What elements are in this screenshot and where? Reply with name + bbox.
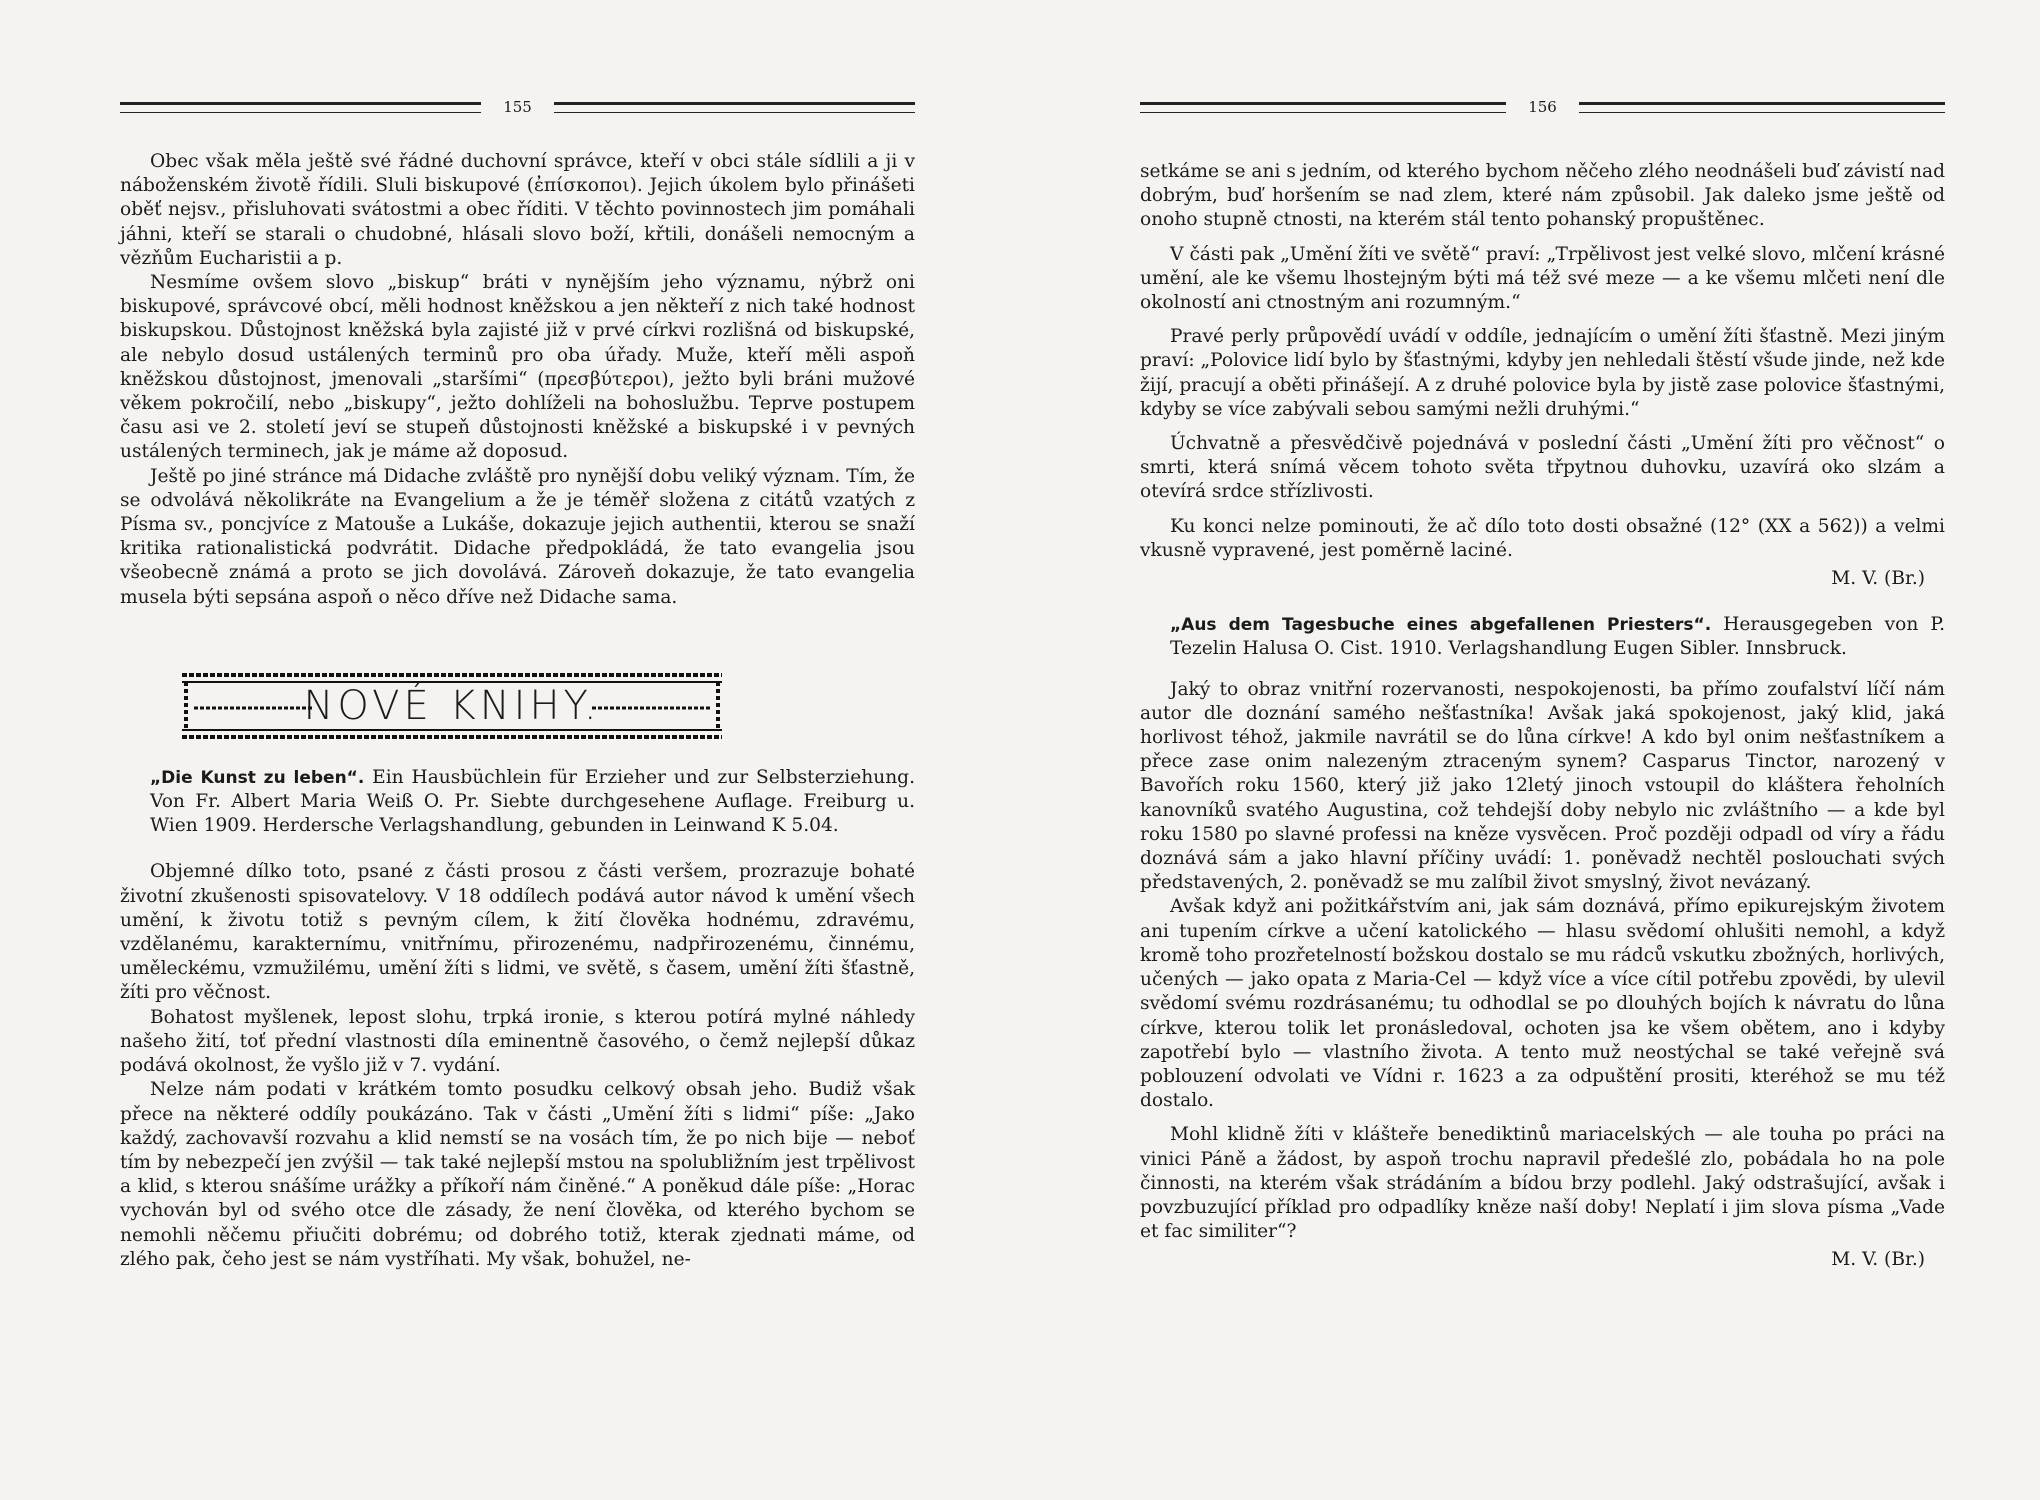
book-title: „Die Kunst zu leben“. bbox=[150, 767, 365, 788]
review-paragraph: Jaký to obraz vnitřní rozervanosti, nespokojenosti, ba přímo zoufalství líčí nám autor dle doznání samého nešťastníka! Avšak jaká spokojenost, jaký klid, jaká horlivost téhož, jakmile navrátil se do lůna církve! A kdo byl onim nešťastníkem a přece zase onim nalezeným ztraceným synem? Casparus Tinctor, narozený v Bavořích roku 1560, který již jako 12letý jinoch vstoupil do kláštera řeholních kanovníků svatého Augustina, což tehdejší doby nebylo nic zvláštního — a kde byl roku 1580 po slavné professi na kněze vysvěcen. Proč později odpadl od víry a řádu doznává sám a jako hlavní příčiny uvádí: 1. poněvadž nechtěl poslouchati svých představených, 2. poněvadž se mu zalíbil život smyslný, život nevázaný. bbox=[1140, 678, 1945, 894]
review-paragraph: Nelze nám podati v krátkém tomto posudku celkový obsah jeho. Budiž však přece na některé oddíly poukázáno. Tak v části „Umění žíti s lidmi“ píše: „Jako každý, zachovavší rozvahu a klid nemstí se na vosách tím, že po nich bije — neboť tím by nebezpečí jen zvýšil — tak také nejlepší mstou na spolubližním jest trpělivost a klid, s kterou snášíme urážky a příkoří nám činěné.“ A poněkud dále píše: „Horac vychován byl od svého otce dle zásady, že není člověka, od kterého bychom se nemohli něčemu přiučiti dobrému; od dobrého totiž, kterak zjednati máme, od zlého pak, čeho jest se nám vystříhati. My však, bohužel, ne- bbox=[120, 1079, 915, 1270]
header-rule bbox=[1579, 102, 1945, 113]
review-paragraph: Bohatost myšlenek, lepost slohu, trpká ironie, s kterou potírá mylné náhledy našeho žití, toť přední vlastnosti díla eminentně časového, o čemž nejlepší důkaz podává okolnost, že vyšlo již v 7. vydání. bbox=[120, 1006, 915, 1077]
paragraph: Úchvatně a přesvědčivě pojednává v poslední části „Umění žíti pro věčnost“ o smrti, která snímá věcem tohoto světa třpytnou duhovku, uzavírá oko slzám a otevírá srdce střízlivosti. bbox=[1140, 433, 1945, 503]
review-paragraph: Mohl klidně žíti v klášteře benediktinů mariacelských — ale touha po práci na vinici Páně a žádost, by aspoň trochu napravil předešlé zlo, pobádala ho na pole činnosti, na kterém však strádáním a bídou brzy podlehl. Jaký odstrašující, avšak i povzbuzující příklad pro odpadlíky kněze naší doby! Neplatí i jim slova písma „Vade et fac similiter“? bbox=[1140, 1124, 1945, 1243]
right-page bbox=[1140, 0, 1945, 1500]
header-rule bbox=[554, 102, 915, 113]
page-header bbox=[120, 95, 915, 119]
book-entry bbox=[120, 766, 915, 839]
book-details: Ein Hausbüchlein für Erzieher und zur Selbsterziehung. Von Fr. Albert Maria Weiß O. Pr. Siebte durchgesehene Auflage. Freiburg u. Wien 1909. Herdersche Verlagshandlung, gebunden in Leinwand K 5.04. bbox=[150, 766, 915, 837]
review-signature: M. V. (Br.) bbox=[1831, 568, 1925, 590]
paragraph: Obec však měla ještě své řádné duchovní správce, kteří v obci stále sídlili a ji v náboženském životě řídili. Sluli biskupové (ἐπίσκοποι). Jejich úkolem bylo přinášeti oběť nejsv., přisluhovati svátostmi a obec říditi. V těchto povinnostech jim pomáhali jáhni, kteří se starali o chudobné, hlásali slovo boží, křtili, donášeli nemocným a vězňům Eucharistii a p. bbox=[120, 151, 915, 269]
review-signature: M. V. (Br.) bbox=[1831, 1249, 1925, 1271]
left-body-text bbox=[120, 150, 915, 1272]
section-banner bbox=[182, 672, 722, 740]
paragraph: Pravé perly průpovědí uvádí v oddíle, jednajícím o umění žíti šťastně. Mezi jiným praví: „Polovice lidí bylo by šťastnými, kdyby jen nehledali štěstí všude jinde, než kde žijí, pracují a oběti přinášejí. A z druhé polovice byla by jistě zase polovice šťastnými, kdyby se více zabývali sebou samými nežli druhými.“ bbox=[1140, 326, 1945, 420]
paragraph: Ještě po jiné stránce má Didache zvláště pro nynější dobu veliký význam. Tím, že se odvolává několikráte na Evangelium a že je téměř složena z citátů vzatých z Písma sv., poncjvíce z Matouše a Lukáše, dokazuje jejich authentii, kterou se snaží kritika rationalistická podvrátit. Didache předpokládá, že tato evangelia jsou všeobecně známá a proto se jich dovolává. Zároveň dokazuje, že tato evangelia musela býti sepsána aspoň o něco dříve než Didache sama. bbox=[120, 465, 915, 608]
right-body-text bbox=[1140, 160, 1945, 1273]
page-number: 156 bbox=[1528, 98, 1557, 116]
book-details: Herausgegeben von P. Tezelin Halusa O. Cist. 1910. Verlagshandlung Eugen Sibler. Innsbruck. bbox=[1170, 614, 1945, 660]
paragraph: V části pak „Umění žíti ve světě“ praví: „Trpělivost jest velké slovo, mlčení krásné umění, ale ke všemu lhostejným býti má též své meze — a ke všemu mlčeti není dle okolností ani ctnostným ani rozumným.“ bbox=[1140, 243, 1945, 314]
left-page bbox=[120, 0, 915, 1500]
header-rule bbox=[120, 102, 481, 113]
page-number: 155 bbox=[503, 98, 532, 116]
review-paragraph: Objemné dílko toto, psané z části prosou z části veršem, prozrazuje bohaté životní zkušenosti spisovatelovy. V 18 oddílech podává autor návod k umění všech umění, k životu totiž s pevným cílem, k žití člověka hodnému, zdravému, vzdělanému, karakternímu, vnitřnímu, přirozenému, nadpřirozenému, činnému, uměleckému, vzmužilému, umění žíti s lidmi, ve světě, s časem, umění žíti šťastně, žíti pro věčnost. bbox=[120, 861, 915, 1004]
section-title: NOVÉ KNIHY. bbox=[303, 682, 601, 729]
book-title: „Aus dem Tagesbuche eines abgefallenen Priesters“. bbox=[1170, 615, 1712, 636]
header-rule bbox=[1140, 102, 1506, 113]
page-header bbox=[1140, 95, 1945, 119]
paragraph: setkáme se ani s jedním, od kterého bychom něčeho zlého neodnášeli buď závistí nad dobrým, buď horšením se nad zlem, které nám způsobil. Jak daleko jsme ještě od onoho stupně ctnosti, na kterém stál tento pohanský propuštěnec. bbox=[1140, 161, 1945, 231]
paragraph: Ku konci nelze pominouti, že ač dílo toto dosti obsažné (12° (XX a 562)) a velmi vkusně vypravené, jest poměrně laciné. bbox=[1140, 515, 1945, 561]
paragraph: Nesmíme ovšem slovo „biskup“ bráti v nynějším jeho významu, nýbrž oni biskupové, správcové obcí, měli hodnost kněžskou a jen někteří z nich také hodnost biskupskou. Důstojnost kněžská byla zajisté již v prvé církvi rozlišná od biskupské, ale nebylo dosud ustálených terminů pro oba úřady. Muže, kteří měli aspoň kněžskou důstojnost, jmenovali „staršími“ (πρεσβύτεροι), ježto byli bráni mužové věkem pokročilí, nebo „biskupy“, ježto dohlíželi na bohoslužbu. Teprve postupem času asi ve 2. století jeví se stupeň důstojnosti kněžské a biskupské i v pevných ustálených terminech, jak je máme až doposud. bbox=[120, 272, 915, 463]
book-entry bbox=[1140, 613, 1945, 661]
review-paragraph: Avšak když ani požitkářstvím ani, jak sám doznává, přímo epikurejským životem ani tupením církve a učení katolického — hlasu svědomí ohlušiti nemohl, a když kromě toho prozřetelností božskou dostalo se mu rádců vskutku zbožných, horlivých, učených — jako opata z Maria-Cel — když více a více cítil potřebu zpovědi, by ulevil svědomí svému rozdrásanému; tu odhodlal se po dlouhých bojích k návratu do lůna církve, kterou tolik let pronásledoval, ochoten jsa ke všem obětem, ano i kdyby zapotřebí bylo — vlastního života. A tento muž neostýchal se také veřejně svá poblouzení odvolati ve Vídni r. 1623 a za odpuštění prositi, kteréhož se mu též dostalo. bbox=[1140, 896, 1945, 1112]
